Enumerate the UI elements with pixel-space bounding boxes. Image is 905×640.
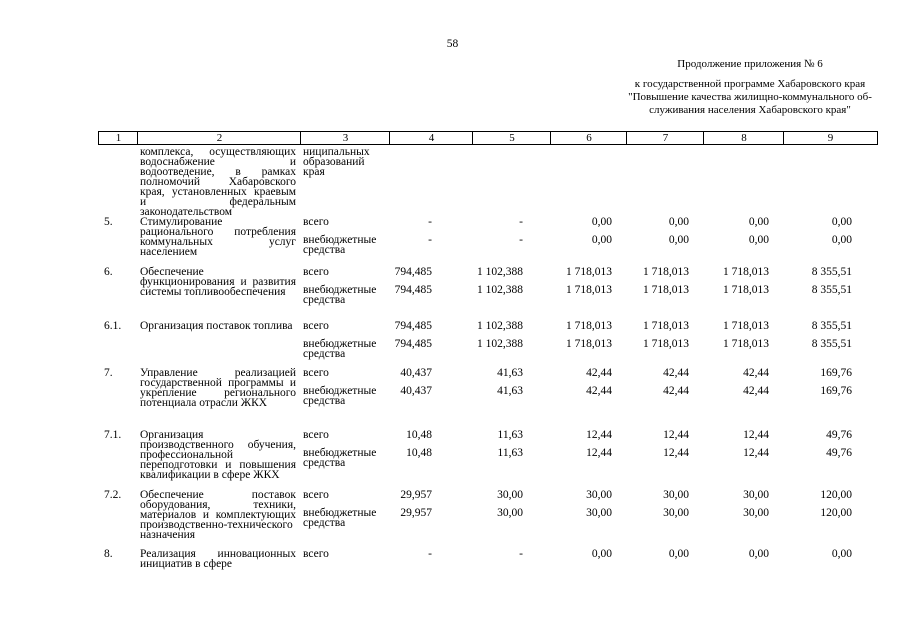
row-name: Обеспечение поставок оборудования, техники, материалов и комплектующих производственно-технического назначения [140, 489, 296, 541]
page-number: 58 [446, 38, 459, 50]
value-col-8: 1 718,013 [723, 284, 769, 296]
value-col-8: 42,44 [743, 367, 769, 379]
value-col-6: 42,44 [586, 385, 612, 397]
value-col-8: 1 718,013 [723, 338, 769, 350]
funding-source: всего [303, 216, 329, 228]
value-col-5: 11,63 [497, 429, 523, 441]
value-col-8: 1 718,013 [723, 320, 769, 332]
value-col-6: 42,44 [586, 367, 612, 379]
value-col-4: 794,485 [394, 284, 432, 296]
value-col-7: 12,44 [663, 447, 689, 459]
value-col-8: 30,00 [743, 489, 769, 501]
header-col-5: 5 [472, 131, 551, 145]
value-col-9: 0,00 [831, 234, 852, 246]
value-col-8: 1 718,013 [723, 266, 769, 278]
value-col-6: 12,44 [586, 447, 612, 459]
funding-source: внебюджетные средства [303, 234, 377, 256]
row-number: 6.1. [104, 320, 122, 332]
value-col-6: 0,00 [591, 234, 612, 246]
value-col-7: 1 718,013 [643, 338, 689, 350]
value-col-4: 10,48 [406, 447, 432, 459]
funding-source: всего [303, 489, 329, 501]
value-col-4: 10,48 [406, 429, 432, 441]
value-col-6: 1 718,013 [566, 284, 612, 296]
value-col-5: 41,63 [497, 385, 523, 397]
value-col-5: 30,00 [497, 507, 523, 519]
value-col-9: 169,76 [820, 367, 852, 379]
value-col-8: 0,00 [748, 216, 769, 228]
value-col-9: 169,76 [820, 385, 852, 397]
row-number: 5. [104, 216, 113, 228]
row-name: Обеспечение функционирования и развития системы топливообеспечения [140, 266, 296, 298]
appendix-subtitle-line: к государственной программе Хабаровского края [634, 78, 866, 90]
value-col-7: 0,00 [668, 216, 689, 228]
value-col-4: 794,485 [394, 320, 432, 332]
value-col-7: 0,00 [668, 234, 689, 246]
funding-source: внебюджетные средства [303, 338, 377, 360]
value-col-9: 8 355,51 [811, 338, 852, 350]
value-col-9: 8 355,51 [811, 284, 852, 296]
value-col-9: 8 355,51 [811, 266, 852, 278]
value-col-5: - [519, 234, 523, 246]
value-col-4: - [428, 234, 432, 246]
funding-source: всего [303, 367, 329, 379]
funding-source: всего [303, 429, 329, 441]
value-col-4: 794,485 [394, 266, 432, 278]
header-col-1: 1 [98, 131, 138, 145]
row-name: Стимулирование рационального потребления коммунальных услуг населением [140, 216, 296, 258]
value-col-8: 42,44 [743, 385, 769, 397]
value-col-8: 0,00 [748, 548, 769, 560]
value-col-5: 1 102,388 [477, 338, 523, 350]
value-col-7: 0,00 [668, 548, 689, 560]
value-col-7: 42,44 [663, 367, 689, 379]
header-col-9: 9 [783, 131, 878, 145]
value-col-9: 120,00 [820, 489, 852, 501]
value-col-7: 30,00 [663, 507, 689, 519]
funding-source: внебюджетные средства [303, 385, 377, 407]
value-col-9: 120,00 [820, 507, 852, 519]
value-col-9: 49,76 [826, 447, 852, 459]
row-number: 8. [104, 548, 113, 560]
row-name: Управление реализацией государственной программы и укрепление регионального потенциала отрасли ЖКХ [140, 367, 296, 409]
value-col-5: 1 102,388 [477, 266, 523, 278]
value-col-5: 30,00 [497, 489, 523, 501]
value-col-6: 30,00 [586, 507, 612, 519]
value-col-4: 794,485 [394, 338, 432, 350]
value-col-6: 0,00 [591, 548, 612, 560]
value-col-9: 0,00 [831, 548, 852, 560]
value-col-4: 29,957 [400, 507, 432, 519]
appendix-subtitle-line: служивания населения Хабаровского края" [649, 104, 851, 116]
value-col-4: - [428, 216, 432, 228]
value-col-4: - [428, 548, 432, 560]
value-col-6: 1 718,013 [566, 320, 612, 332]
header-col-4: 4 [389, 131, 473, 145]
value-col-4: 40,437 [400, 385, 432, 397]
carry-over-source: ниципальных образований края [303, 146, 370, 178]
header-col-7: 7 [626, 131, 704, 145]
funding-source: внебюджетные средства [303, 447, 377, 469]
value-col-5: 41,63 [497, 367, 523, 379]
value-col-6: 1 718,013 [566, 266, 612, 278]
value-col-7: 12,44 [663, 429, 689, 441]
value-col-8: 12,44 [743, 429, 769, 441]
value-col-7: 1 718,013 [643, 266, 689, 278]
value-col-9: 49,76 [826, 429, 852, 441]
row-number: 7.1. [104, 429, 122, 441]
value-col-4: 40,437 [400, 367, 432, 379]
value-col-5: - [519, 548, 523, 560]
value-col-7: 30,00 [663, 489, 689, 501]
row-name: Организация поставок топлива [140, 320, 293, 332]
header-col-2: 2 [137, 131, 301, 145]
row-number: 7. [104, 367, 113, 379]
carry-over-name: комплекса, осуществляющих водоснабжение и водоотведение, в рамках полномочий Хабаровского края, установленных краевым и федеральным законодательством [140, 146, 296, 218]
value-col-5: 11,63 [497, 447, 523, 459]
appendix-subtitle [600, 78, 900, 117]
row-number: 7.2. [104, 489, 122, 501]
row-name: Реализация инновационных инициатив в сфере [140, 548, 296, 570]
value-col-5: 1 102,388 [477, 284, 523, 296]
value-col-5: 1 102,388 [477, 320, 523, 332]
value-col-8: 12,44 [743, 447, 769, 459]
value-col-7: 1 718,013 [643, 320, 689, 332]
value-col-9: 8 355,51 [811, 320, 852, 332]
value-col-7: 42,44 [663, 385, 689, 397]
value-col-6: 30,00 [586, 489, 612, 501]
funding-source: всего [303, 320, 329, 332]
value-col-8: 0,00 [748, 234, 769, 246]
value-col-5: - [519, 216, 523, 228]
row-name: Организация производственного обучения, профессиональной переподготовки и повышения квалификации в сфере ЖКХ [140, 429, 296, 481]
value-col-6: 0,00 [591, 216, 612, 228]
funding-source: внебюджетные средства [303, 284, 377, 306]
appendix-subtitle-line: "Повышение качества жилищно-коммунального об- [628, 91, 872, 103]
value-col-6: 1 718,013 [566, 338, 612, 350]
funding-source: всего [303, 266, 329, 278]
header-col-3: 3 [300, 131, 390, 145]
row-number: 6. [104, 266, 113, 278]
appendix-title: Продолжение приложения № 6 [677, 58, 823, 70]
header-col-6: 6 [550, 131, 627, 145]
value-col-7: 1 718,013 [643, 284, 689, 296]
funding-source: всего [303, 548, 329, 560]
value-col-8: 30,00 [743, 507, 769, 519]
value-col-4: 29,957 [400, 489, 432, 501]
header-col-8: 8 [703, 131, 784, 145]
value-col-6: 12,44 [586, 429, 612, 441]
value-col-9: 0,00 [831, 216, 852, 228]
funding-source: внебюджетные средства [303, 507, 377, 529]
